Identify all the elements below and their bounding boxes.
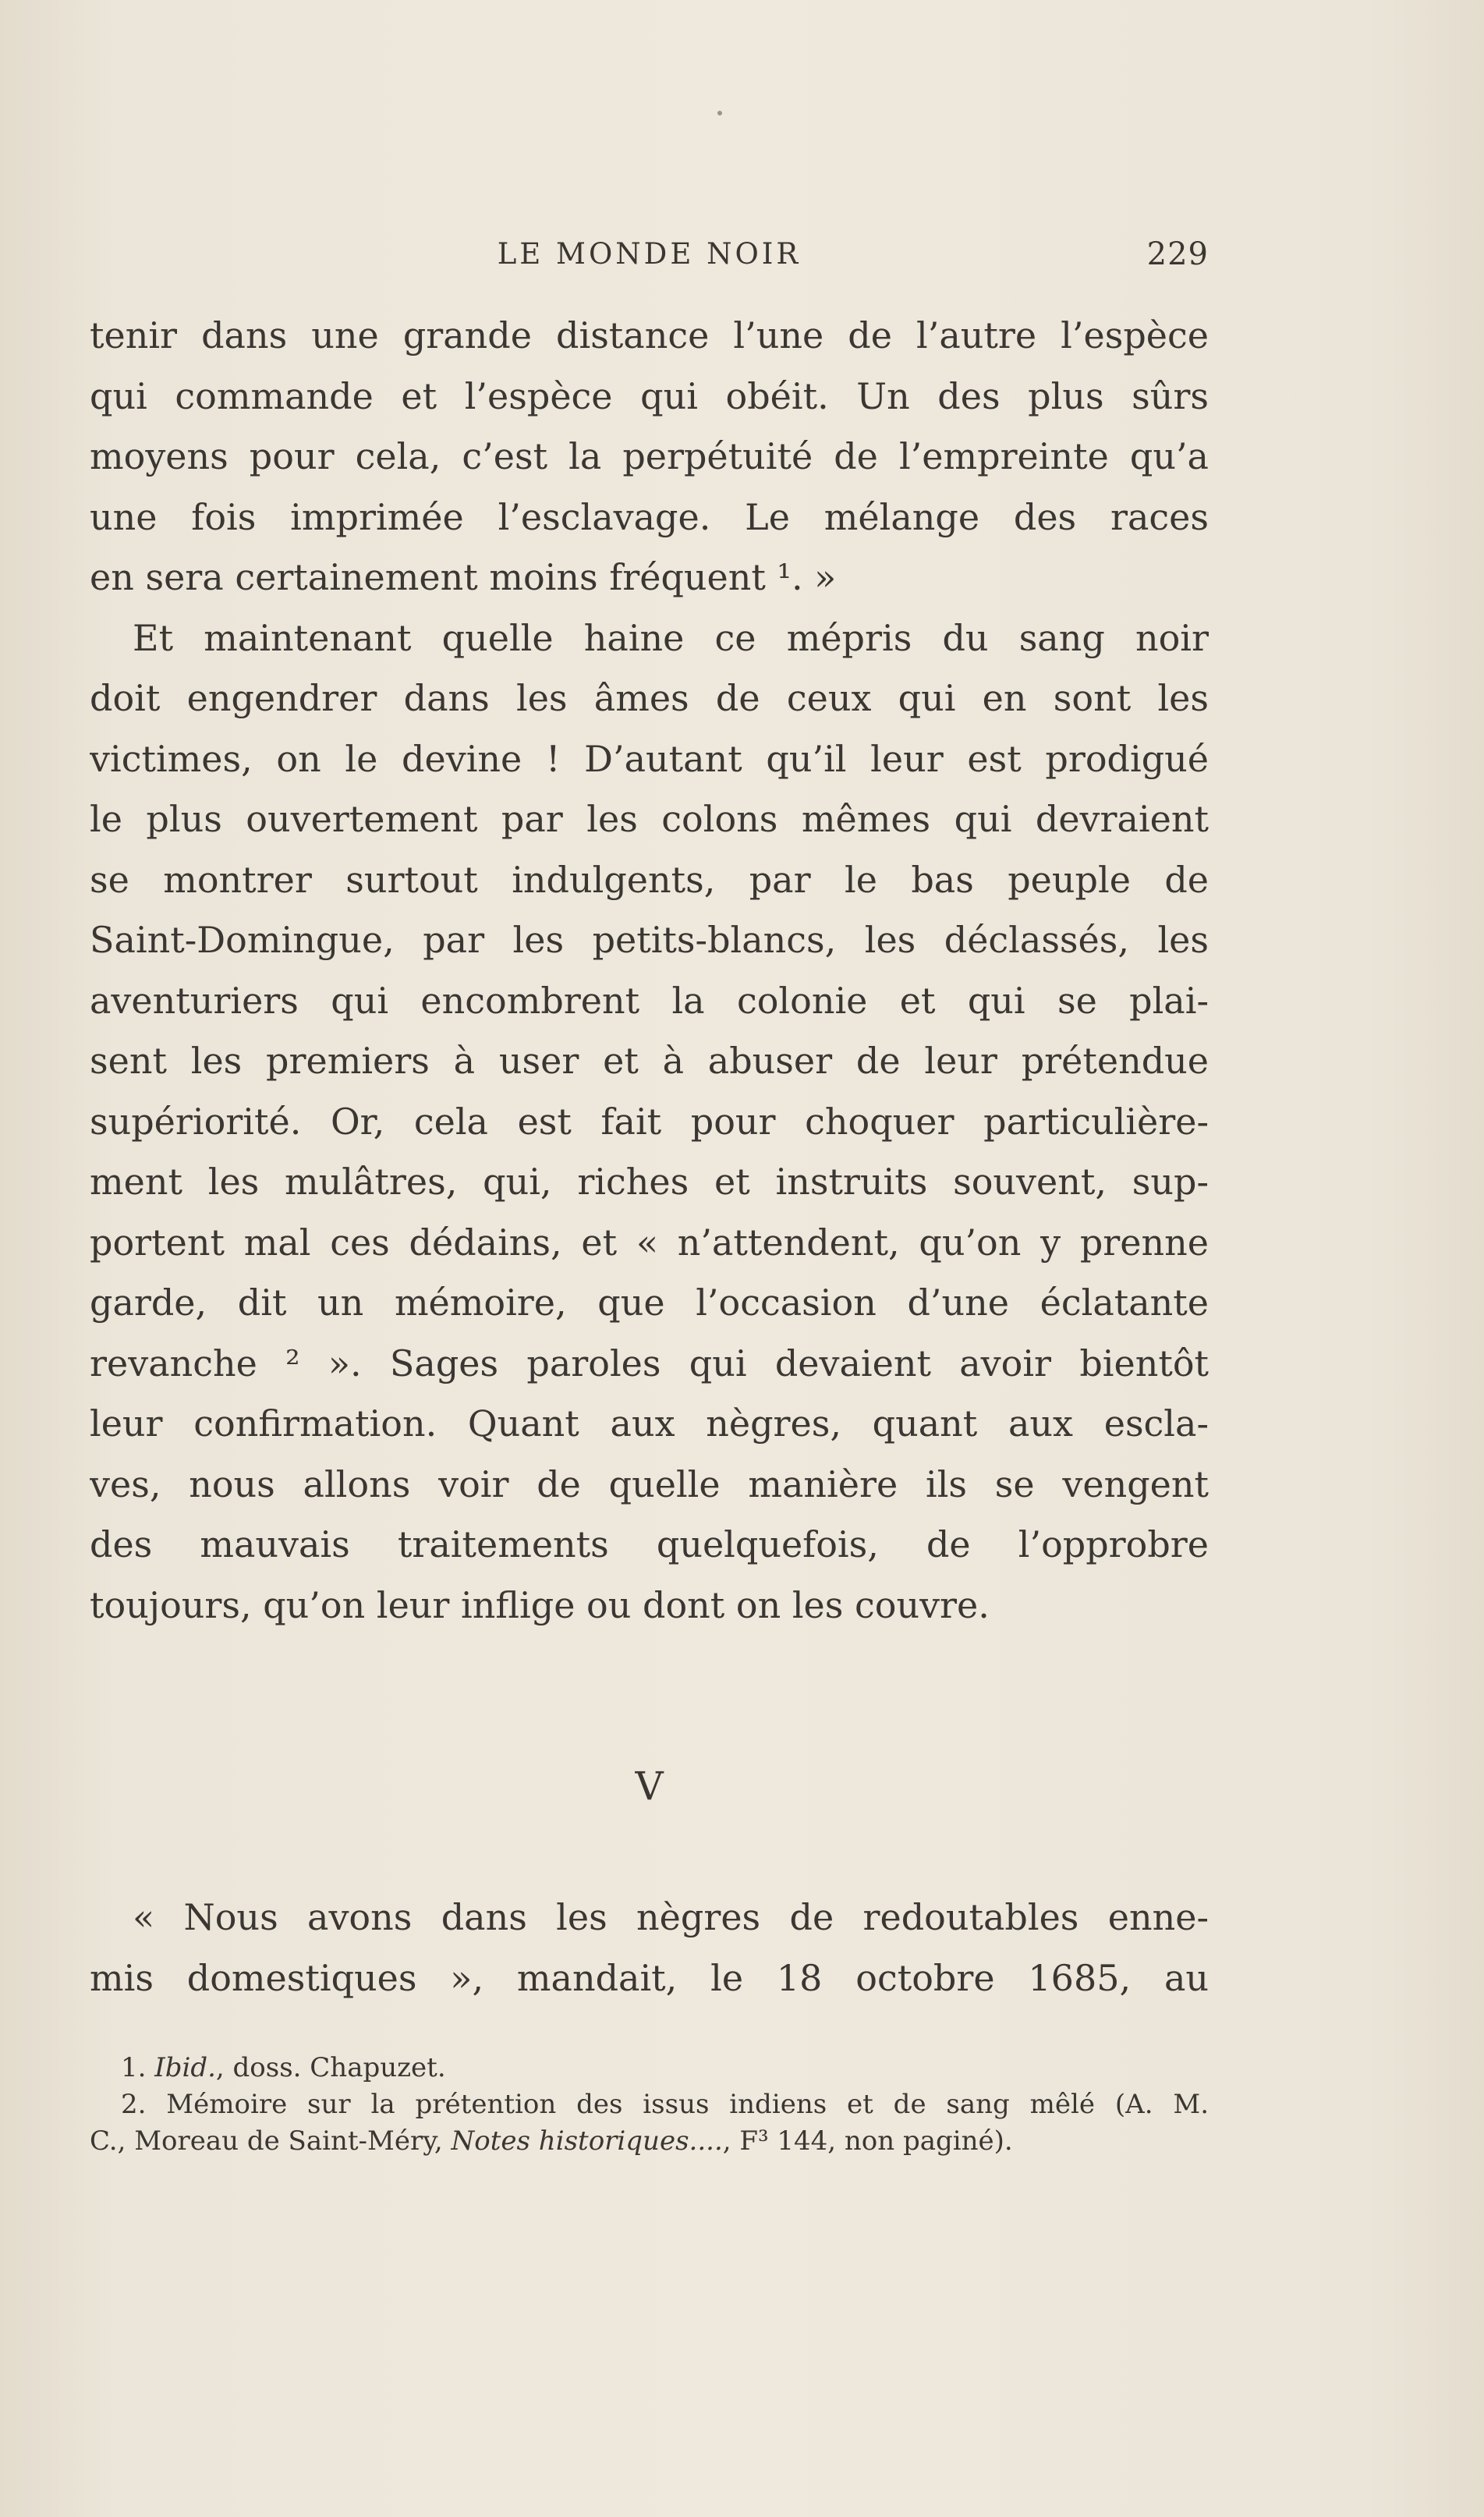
text-line: victimes, on le devine ! D’autant qu’il leur est prodigué <box>90 737 1209 780</box>
running-title: LE MONDE NOIR <box>497 237 802 271</box>
footnote-number: 1. <box>121 2052 147 2083</box>
text-line: revanche ² ». Sages paroles qui devaient avoir bientôt <box>90 1342 1209 1384</box>
text-line: aventuriers qui encombrent la colonie et qui se plai- <box>90 979 1209 1022</box>
footnote-text: , doss. Chapuzet. <box>215 2052 446 2083</box>
text-line: une fois imprimée l’esclavage. Le mélange des races <box>90 495 1209 538</box>
text-line: le plus ouvertement par les colons mêmes qui devraient <box>90 798 1209 840</box>
ink-speck <box>717 111 722 115</box>
section-text <box>90 1888 1209 2008</box>
text-line: ment les mulâtres, qui, riches et instruits souvent, sup- <box>90 1161 1209 1203</box>
body-text <box>90 306 1209 1636</box>
text-line: des mauvais traitements quelquefois, de l’opprobre <box>90 1523 1209 1565</box>
text-line: moyens pour cela, c’est la perpétuité de l’empreinte qu’a <box>90 435 1209 477</box>
text-line: sent les premiers à user et à abuser de leur prétendue <box>90 1040 1209 1082</box>
text-line: ves, nous allons voir de quelle manière ils se vengent <box>90 1462 1209 1505</box>
text-line: en sera certainement moins fréquent ¹. » <box>90 556 837 598</box>
footnote-text: , F³ 144, non paginé). <box>722 2125 1013 2157</box>
footnote-title: Notes historiques.... <box>451 2125 723 2157</box>
text-line: qui commande et l’espèce qui obéit. Un des plus sûrs <box>90 374 1209 417</box>
text-line: portent mal ces dédains, et « n’attendent, qu’on y prenne <box>90 1221 1209 1264</box>
text-line: doit engendrer dans les âmes de ceux qui en sont les <box>90 677 1209 719</box>
footnote-2-line-1: 2. Mémoire sur la prétention des issus indiens et de sang mêlé (A. M. <box>121 2089 1209 2120</box>
paragraph-first-line: « Nous avons dans les nègres de redoutables enne- <box>133 1896 1209 1938</box>
text-line: tenir dans une grande distance l’une de l’autre l’espèce <box>90 314 1209 356</box>
page-number: 229 <box>1146 236 1209 272</box>
footnotes <box>90 2050 1209 2160</box>
footnote-1 <box>90 2050 1209 2086</box>
footnote-ref: Ibid. <box>154 2052 216 2083</box>
section-heading: V <box>635 1764 664 1809</box>
paragraph-first-line: Et maintenant quelle haine ce mépris du sang noir <box>133 616 1209 659</box>
running-header <box>90 231 1209 278</box>
text-line: garde, dit un mémoire, que l’occasion d’une éclatante <box>90 1282 1209 1324</box>
text-line: supériorité. Or, cela est fait pour choquer particulière- <box>90 1100 1209 1143</box>
text-line: toujours, qu’on leur inflige ou dont on les couvre. <box>90 1583 990 1626</box>
footnote-text: C., Moreau de Saint-Méry, <box>90 2125 452 2157</box>
text-line: se montrer surtout indulgents, par le bas peuple de <box>90 858 1209 901</box>
text-line: Saint-Domingue, par les petits-blancs, les déclassés, les <box>90 919 1209 961</box>
text-line: mis domestiques », mandait, le 18 octobre 1685, au <box>90 1956 1209 1999</box>
text-line: leur confirmation. Quant aux nègres, quant aux escla- <box>90 1402 1209 1445</box>
footnote-2-line-2 <box>90 2123 1209 2160</box>
